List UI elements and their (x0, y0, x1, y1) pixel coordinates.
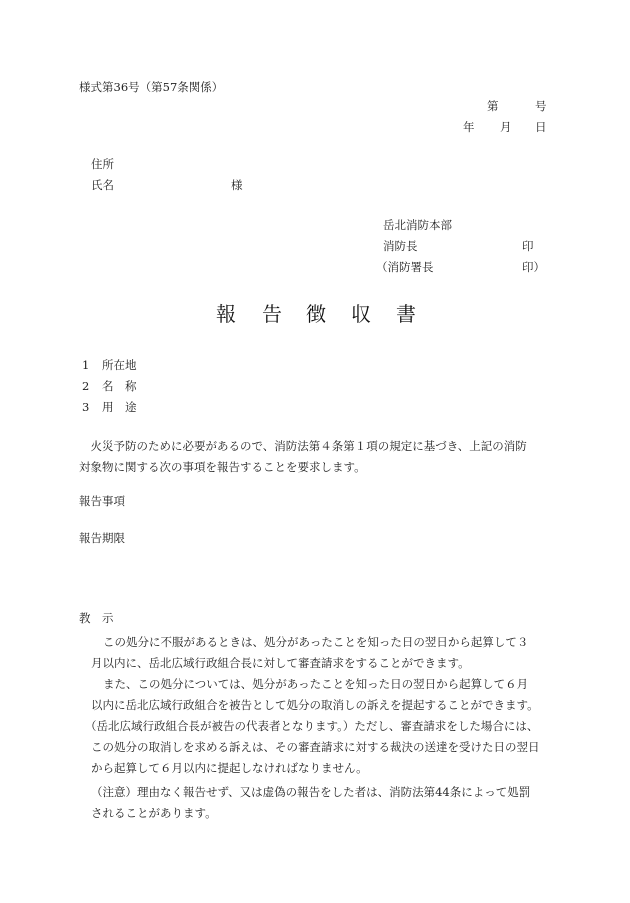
date-year: 年 (463, 120, 475, 134)
item-label-location: 所在地 (102, 358, 137, 372)
name-label: 氏名 (91, 178, 114, 192)
number-suffix: 号 (535, 99, 547, 113)
address-label: 住所 (91, 157, 114, 171)
title-char: 告 (262, 302, 282, 326)
document-title (0, 304, 630, 328)
instruction-line: この処分の取消しを求める訴えは、その審査請求に対する裁決の送達を受けた日の翌日 (91, 740, 540, 754)
instruction-line: また、この処分については、処分があったことを知った日の翌日から起算して６月 (103, 677, 529, 691)
date-month: 月 (500, 120, 512, 134)
item-label-use: 用 途 (102, 400, 137, 414)
body-line: 対象物に関する次の事項を報告することを要求します。 (79, 460, 366, 474)
instruction-line: この処分に不服があるときは、処分があったことを知った日の翌日から起算して３ (103, 635, 529, 649)
title-char: 書 (396, 302, 416, 326)
report-deadline-label: 報告期限 (79, 531, 125, 545)
number-prefix: 第 (487, 99, 499, 113)
report-items-label: 報告事項 (79, 494, 125, 508)
honorific: 様 (231, 178, 243, 192)
item-num: 2 (82, 379, 90, 393)
title-char: 徴 (306, 302, 326, 326)
item-num: 3 (82, 400, 90, 414)
instruction-heading: 教 示 (79, 611, 114, 625)
instruction-line: 以内に岳北広域行政組合を被告として処分の取消しの訴えを提起することができます。 (91, 698, 539, 712)
note-line: されることがあります。 (91, 806, 217, 820)
chief-label: 消防長 (383, 239, 418, 253)
item-num: 1 (82, 358, 90, 372)
date-day: 日 (535, 120, 547, 134)
station-chief-seal: 印） (522, 260, 545, 274)
body-line: 火災予防のために必要があるので、消防法第４条第１項の規定に基づき、上記の消防 (79, 439, 527, 453)
note-line: （注意）理由なく報告せず、又は虚偽の報告をした者は、消防法第44条によって処罰 (91, 785, 531, 799)
item-label-name: 名 称 (102, 379, 137, 393)
station-chief-label: （消防署長 (376, 260, 434, 274)
form-id: 様式第36号（第57条関係） (79, 80, 224, 94)
title-char: 収 (351, 302, 371, 326)
issuer-org: 岳北消防本部 (383, 218, 452, 232)
instruction-line: （岳北広域行政組合長が被告の代表者となります。）ただし、審査請求をした場合には、 (85, 719, 539, 733)
title-char: 報 (216, 302, 236, 326)
instruction-line: から起算して６月以内に提起しなければなりません。 (91, 761, 368, 775)
instruction-line: 月以内に、岳北広域行政組合長に対して審査請求をすることができます。 (91, 656, 470, 670)
chief-seal: 印 (522, 239, 534, 253)
